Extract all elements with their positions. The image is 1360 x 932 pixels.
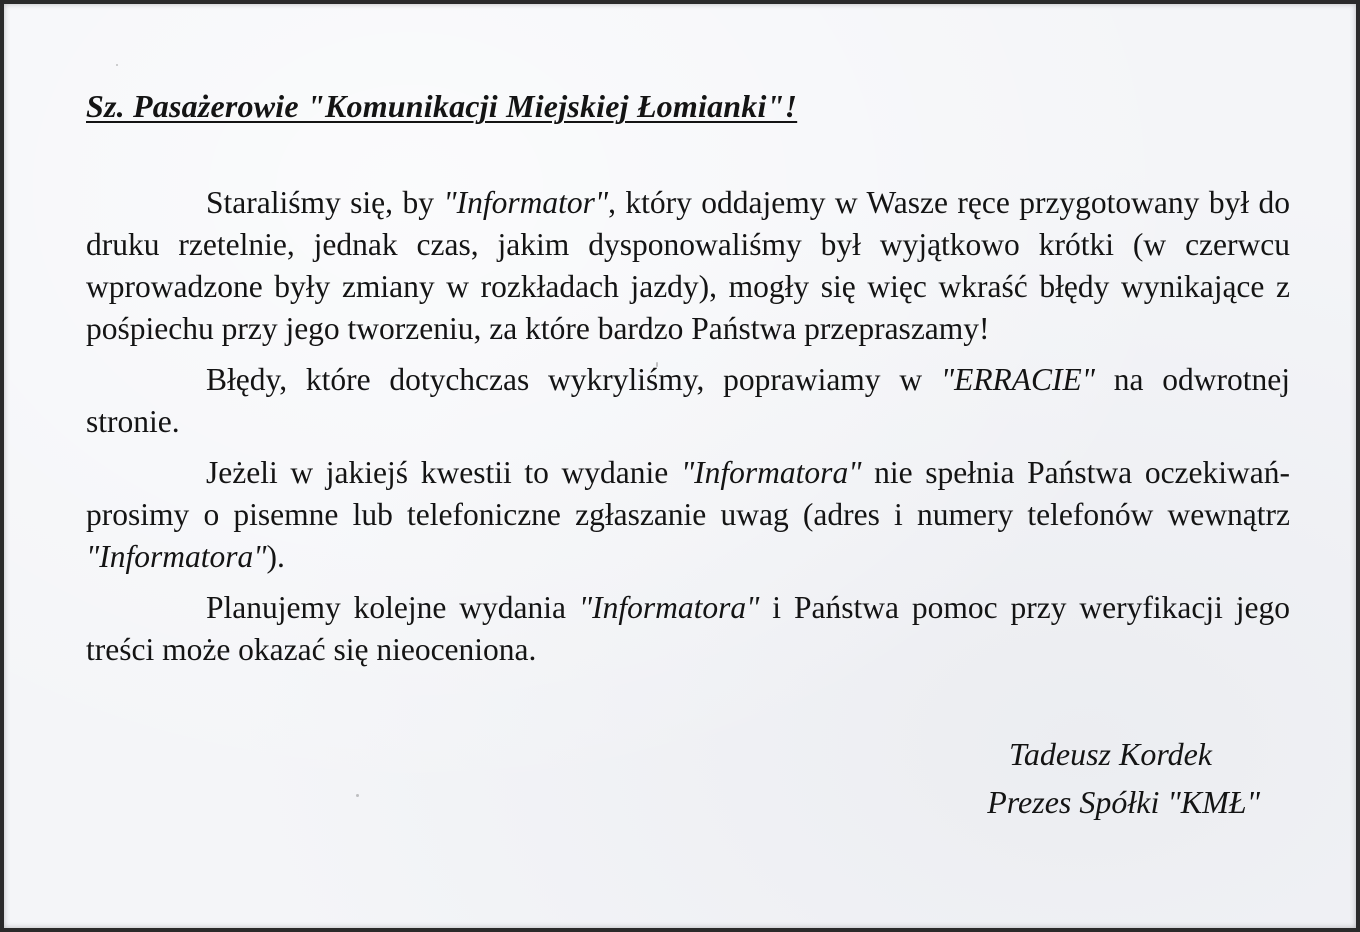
paper-speck bbox=[656, 362, 658, 367]
paper-speck bbox=[356, 794, 359, 797]
signature-block bbox=[987, 730, 1260, 826]
paragraph-text: i Państwa pomoc przy weryfikacji jego treści może okazać się nieoceniona. bbox=[86, 590, 1290, 667]
paragraph bbox=[86, 587, 1290, 671]
signature-name: Tadeusz Kordek bbox=[1009, 736, 1212, 772]
quoted-title: "Informatora" bbox=[86, 539, 267, 574]
quoted-title: "Informatora" bbox=[578, 590, 760, 625]
paragraph-text: na odwrotnej stronie. bbox=[86, 362, 1290, 439]
quoted-title: "ERRACIE" bbox=[940, 362, 1096, 397]
paragraph-text: Błędy, które dotychczas wykryliśmy, poprawiamy w bbox=[206, 362, 941, 397]
letter-title: Sz. Pasażerowie "Komunikacji Miejskiej Łomianki"! bbox=[86, 88, 798, 124]
letter-sheet bbox=[4, 4, 1356, 928]
paragraph-text: ). bbox=[266, 539, 285, 574]
letter-body bbox=[86, 182, 1290, 671]
signature-role: Prezes Spółki "KMŁ" bbox=[987, 784, 1260, 820]
paragraph-text: nie spełnia Państwa oczekiwań-prosimy o pisemne lub telefoniczne zgłaszanie uwag (adres i numery telefonów wewnątrz bbox=[86, 455, 1290, 532]
paragraph bbox=[86, 182, 1290, 350]
paragraph-text: Staraliśmy się, by bbox=[206, 185, 444, 220]
paper-speck bbox=[116, 64, 118, 66]
quoted-title: "Informator" bbox=[443, 185, 609, 220]
paragraph-text: , który oddajemy w Wasze ręce przygotowany był do druku rzetelnie, jednak czas, jakim dysponowaliśmy był wyjątkowo krótki (w czerwcu wprowadzone były zmiany w rozkładach jazdy), mogły się więc wkraść błędy wynikające z pośpiechu przy jego tworzeniu, za które bardzo Państwa przepraszamy! bbox=[86, 185, 1291, 346]
paragraph bbox=[86, 452, 1290, 578]
paragraph-text: Jeżeli w jakiejś kwestii to wydanie bbox=[206, 455, 681, 490]
paragraph bbox=[86, 359, 1290, 443]
paragraph-text: Planujemy kolejne wydania bbox=[206, 590, 579, 625]
quoted-title: "Informatora" bbox=[680, 455, 862, 490]
